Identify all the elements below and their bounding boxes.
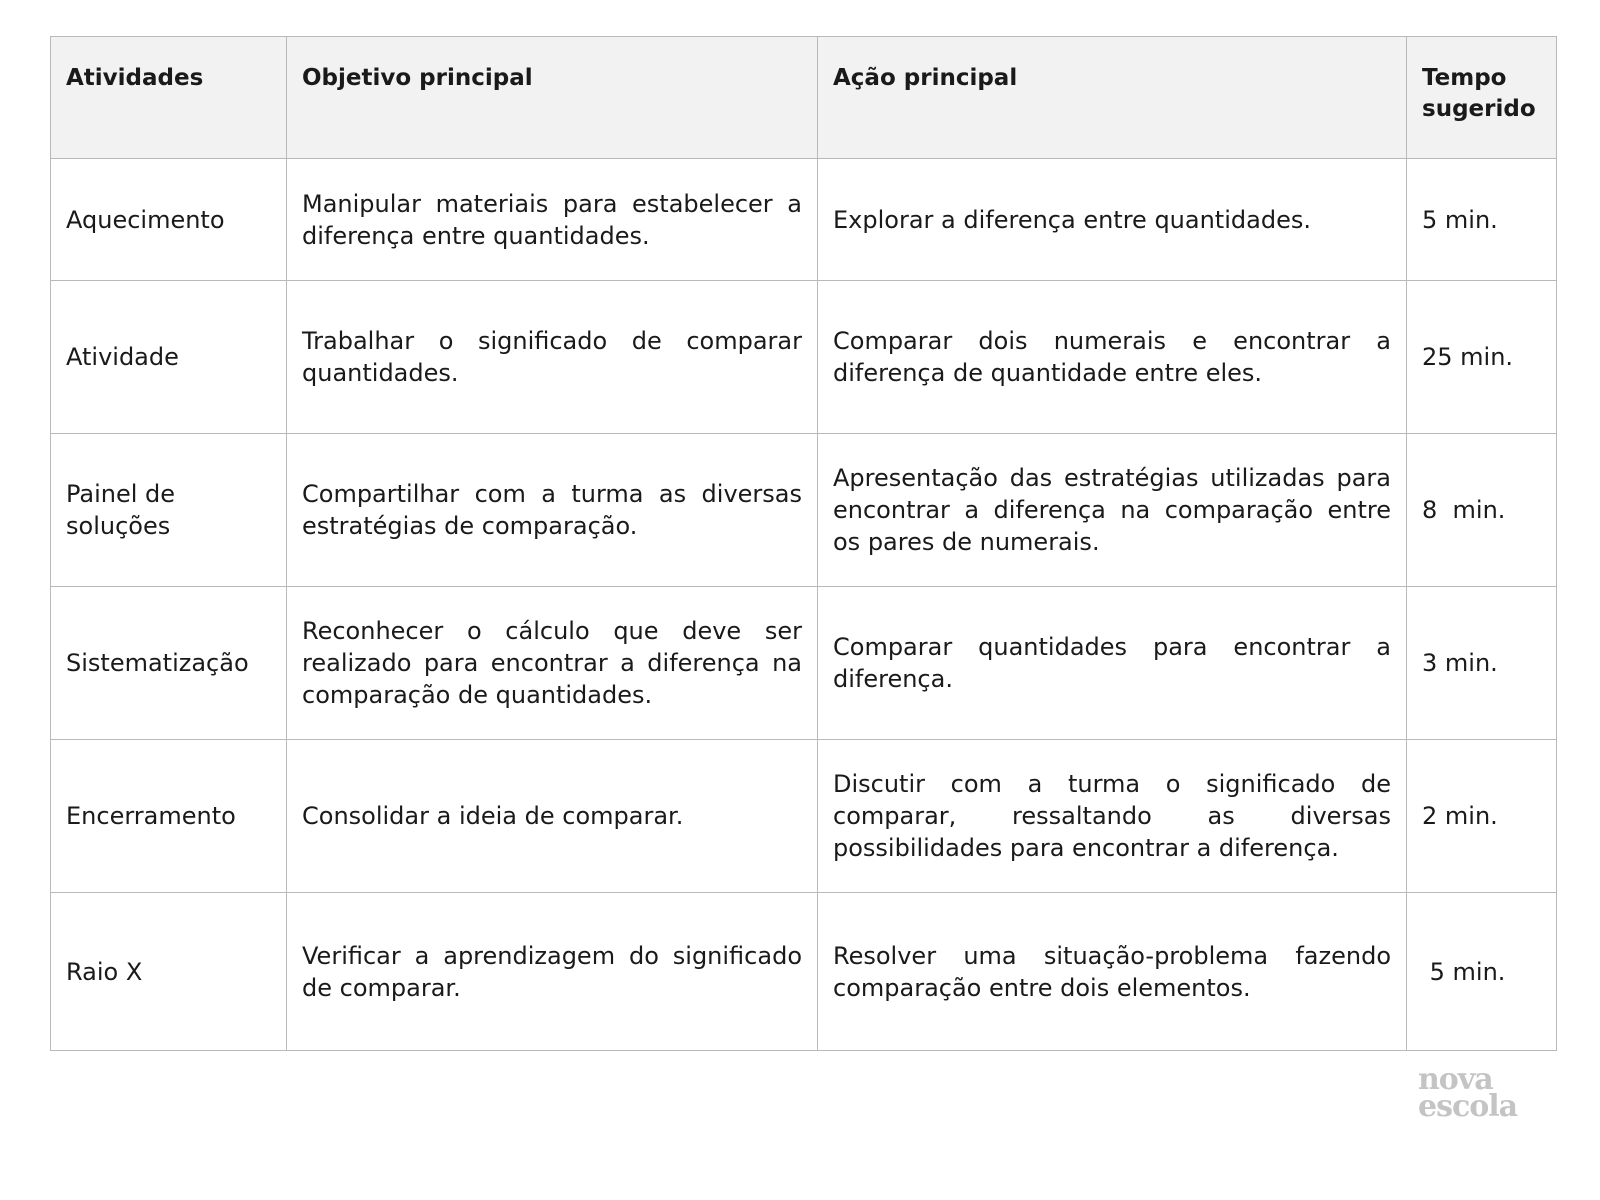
cell-atividade: Encerramento	[51, 740, 287, 893]
cell-atividade: Aquecimento	[51, 159, 287, 281]
cell-atividade: Atividade	[51, 281, 287, 434]
cell-acao: Apresentação das estratégias utilizadas para encontrar a diferença na comparação entre os pares de numerais.	[818, 434, 1407, 587]
cell-atividade: Raio X	[51, 893, 287, 1051]
cell-atividade: Sistematização	[51, 587, 287, 740]
cell-objetivo: Verificar a aprendizagem do significado de comparar.	[287, 893, 818, 1051]
cell-objetivo: Trabalhar o significado de comparar quantidades.	[287, 281, 818, 434]
cell-atividade: Painel de soluções	[51, 434, 287, 587]
table-row	[51, 740, 1557, 893]
header-tempo: Tempo sugerido	[1407, 37, 1557, 159]
cell-tempo: 5 min.	[1407, 893, 1557, 1051]
cell-objetivo: Reconhecer o cálculo que deve ser realizado para encontrar a diferença na comparação de quantidades.	[287, 587, 818, 740]
table-row	[51, 893, 1557, 1051]
logo-line-2: escola	[1418, 1089, 1518, 1124]
cell-objetivo: Compartilhar com a turma as diversas estratégias de comparação.	[287, 434, 818, 587]
cell-objetivo: Manipular materiais para estabelecer a diferença entre quantidades.	[287, 159, 818, 281]
cell-tempo: 25 min.	[1407, 281, 1557, 434]
table-row	[51, 434, 1557, 587]
cell-acao: Explorar a diferença entre quantidades.	[818, 159, 1407, 281]
lesson-plan-table	[50, 36, 1557, 1051]
cell-objetivo: Consolidar a ideia de comparar.	[287, 740, 818, 893]
logo-line-1: nova	[1418, 1062, 1493, 1097]
table-row	[51, 159, 1557, 281]
table-row	[51, 281, 1557, 434]
header-acao: Ação principal	[818, 37, 1407, 159]
cell-acao: Discutir com a turma o significado de comparar, ressaltando as diversas possibilidades para encontrar a diferença.	[818, 740, 1407, 893]
cell-tempo: 2 min.	[1407, 740, 1557, 893]
cell-tempo: 3 min.	[1407, 587, 1557, 740]
nova-escola-logo	[1418, 1062, 1538, 1124]
table-row	[51, 587, 1557, 740]
cell-acao: Resolver uma situação-problema fazendo comparação entre dois elementos.	[818, 893, 1407, 1051]
header-objetivo: Objetivo principal	[287, 37, 818, 159]
cell-acao: Comparar quantidades para encontrar a diferença.	[818, 587, 1407, 740]
header-atividades: Atividades	[51, 37, 287, 159]
header-row	[51, 37, 1557, 159]
cell-tempo: 5 min.	[1407, 159, 1557, 281]
cell-tempo: 8 min.	[1407, 434, 1557, 587]
cell-acao: Comparar dois numerais e encontrar a diferença de quantidade entre eles.	[818, 281, 1407, 434]
